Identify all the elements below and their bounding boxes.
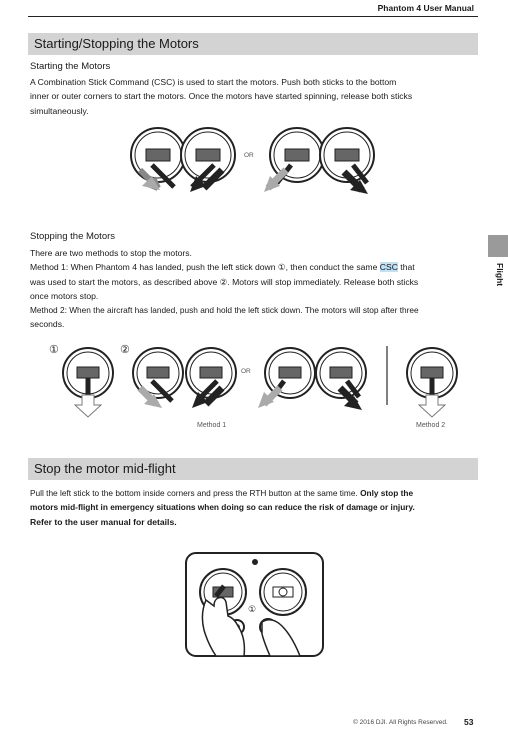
subheading-starting: Starting the Motors bbox=[30, 61, 111, 72]
midflight-line-1: Pull the left stick to the bottom inside corners and press the RTH button at the same time. Only stop the bbox=[30, 488, 414, 498]
starting-line-2: inner or outer corners to start the motors. Once the motors have started spinning, release both sticks bbox=[30, 91, 413, 102]
copyright: © 2016 DJI. All Rights Reserved. bbox=[353, 719, 448, 726]
section-title: Starting/Stopping the Motors bbox=[34, 36, 199, 51]
step-1-marker: ① bbox=[49, 344, 59, 356]
method2-line-2: seconds. bbox=[30, 319, 65, 330]
svg-text:①: ① bbox=[248, 605, 257, 615]
stop-or-label: OR bbox=[241, 368, 251, 375]
method1-line-2: was used to start the motors, as described above ②. Motors will stop immediately. Release both sticks bbox=[30, 276, 419, 287]
starting-line-1: A Combination Stick Command (CSC) is used to start the motors. Push both sticks to the bottom bbox=[30, 77, 397, 87]
step-2-marker: ② bbox=[120, 344, 130, 356]
caption-method-1: Method 1 bbox=[197, 422, 227, 429]
method2-line-1: Method 2: When the aircraft has landed, push and hold the left stick down. The motors will stop after three bbox=[30, 305, 419, 316]
start-or-label: OR bbox=[244, 152, 254, 159]
right-control-stick bbox=[260, 569, 306, 615]
caption-method-2: Method 2 bbox=[416, 422, 446, 429]
highlighted-csc: CSC bbox=[379, 262, 398, 273]
section-title-2: Stop the motor mid-flight bbox=[34, 461, 176, 476]
manual-title: Phantom 4 User Manual bbox=[377, 3, 474, 13]
subheading-stopping: Stopping the Motors bbox=[30, 231, 116, 242]
starting-line-3: simultaneously. bbox=[30, 105, 89, 116]
chapter-tab-label: Flight bbox=[495, 263, 505, 287]
midflight-line-3: Refer to the user manual for details. bbox=[30, 516, 177, 527]
method1-line-1: Method 1: When Phantom 4 has landed, push the left stick down ①, then conduct the same CSC that bbox=[30, 262, 415, 273]
page-number: 53 bbox=[464, 717, 474, 727]
stopping-intro: There are two methods to stop the motors. bbox=[30, 248, 192, 258]
midflight-line-2: motors mid-flight in emergency situations when doing so can reduce the risk of damage or injury. bbox=[30, 502, 415, 513]
method1-line-3: once motors stop. bbox=[30, 290, 99, 301]
